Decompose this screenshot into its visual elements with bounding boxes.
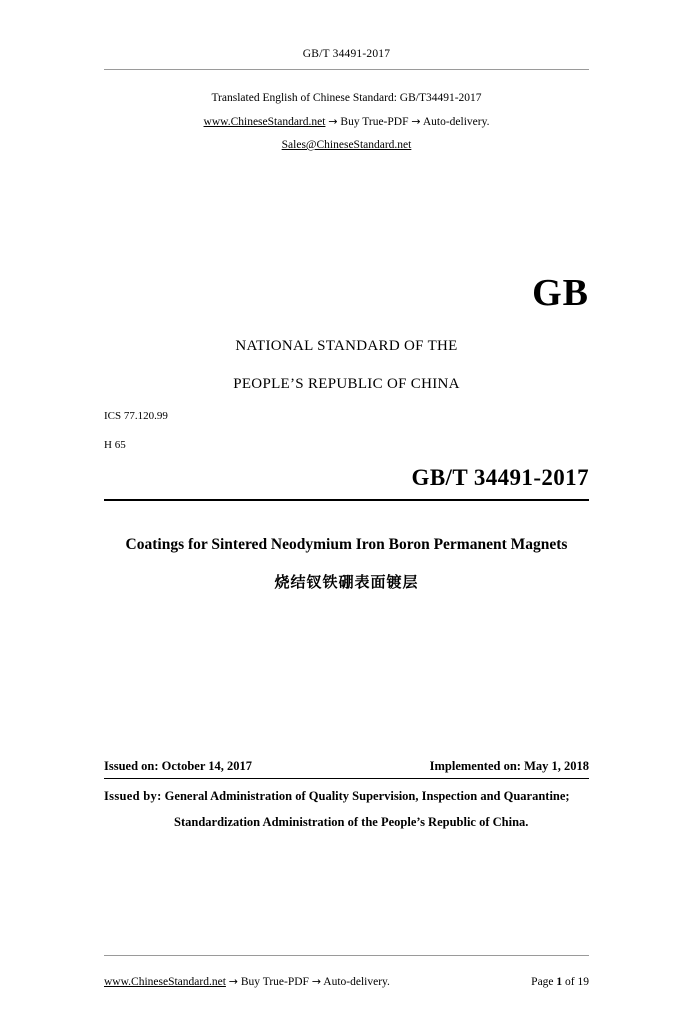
- arrow-icon: →: [328, 115, 338, 128]
- ics-classification: ICS 77.120.99: [104, 410, 168, 422]
- page-label: Page: [531, 976, 554, 988]
- standard-number-divider: [104, 499, 589, 501]
- dates-divider: [104, 778, 589, 779]
- promo-delivery-label: Auto-delivery.: [422, 116, 490, 128]
- chinesestandard-link[interactable]: www.ChineseStandard.net: [203, 116, 326, 128]
- issued-date: Issued on: October 14, 2017: [104, 759, 253, 773]
- issued-by-block: [104, 786, 589, 807]
- footer-arrow-icon: →: [228, 975, 238, 988]
- of-label: of: [565, 976, 575, 988]
- issued-by-label: Issued by:: [104, 789, 162, 803]
- implemented-date: Implemented on: May 1, 2018: [429, 759, 589, 773]
- footer-arrow-icon-2: →: [311, 975, 322, 988]
- page-number: 1: [556, 976, 563, 988]
- document-title-chinese: 烧结钗铁硼表面镀层: [274, 573, 419, 591]
- footer-buy-label: Buy True-PDF: [240, 976, 309, 988]
- issuing-organization-1: General Administration of Quality Supervision, Inspection and Quarantine;: [164, 789, 570, 803]
- arrow-icon-2: →: [411, 115, 421, 128]
- national-standard-line-2: PEOPLE’S REPUBLIC OF CHINA: [233, 376, 460, 392]
- promo-block: [104, 87, 589, 157]
- footer-divider: [104, 955, 589, 956]
- header-divider: [104, 69, 589, 70]
- promo-translation-line: Translated English of Chinese Standard: GB/T34491-2017: [211, 92, 482, 104]
- footer-delivery-label: Auto-delivery.: [323, 976, 390, 988]
- promo-buy-label: Buy True-PDF: [340, 116, 409, 128]
- page-footer: [104, 975, 589, 988]
- sales-email-link[interactable]: Sales@ChineseStandard.net: [281, 139, 412, 151]
- issuing-organization-2: Standardization Administration of the People’s Republic of China.: [174, 815, 529, 829]
- page-number-block: [531, 976, 589, 988]
- promo-purchase-line: [104, 110, 589, 134]
- dates-row: [104, 759, 589, 774]
- gb-emblem-mark: GB: [532, 272, 589, 314]
- standard-number: GB/T 34491-2017: [411, 465, 589, 490]
- page-total: 19: [577, 976, 589, 988]
- promo-email-line: [104, 134, 589, 157]
- footer-chinesestandard-link[interactable]: www.ChineseStandard.net: [104, 976, 226, 988]
- footer-promo: [104, 975, 390, 988]
- document-title-english: Coatings for Sintered Neodymium Iron Boron Permanent Magnets: [125, 536, 568, 553]
- page-header-standard-code: GB/T 34491-2017: [302, 48, 391, 60]
- national-standard-line-1: NATIONAL STANDARD OF THE: [235, 338, 458, 354]
- chinese-classification: H 65: [104, 439, 126, 451]
- document-page: [0, 48, 693, 1028]
